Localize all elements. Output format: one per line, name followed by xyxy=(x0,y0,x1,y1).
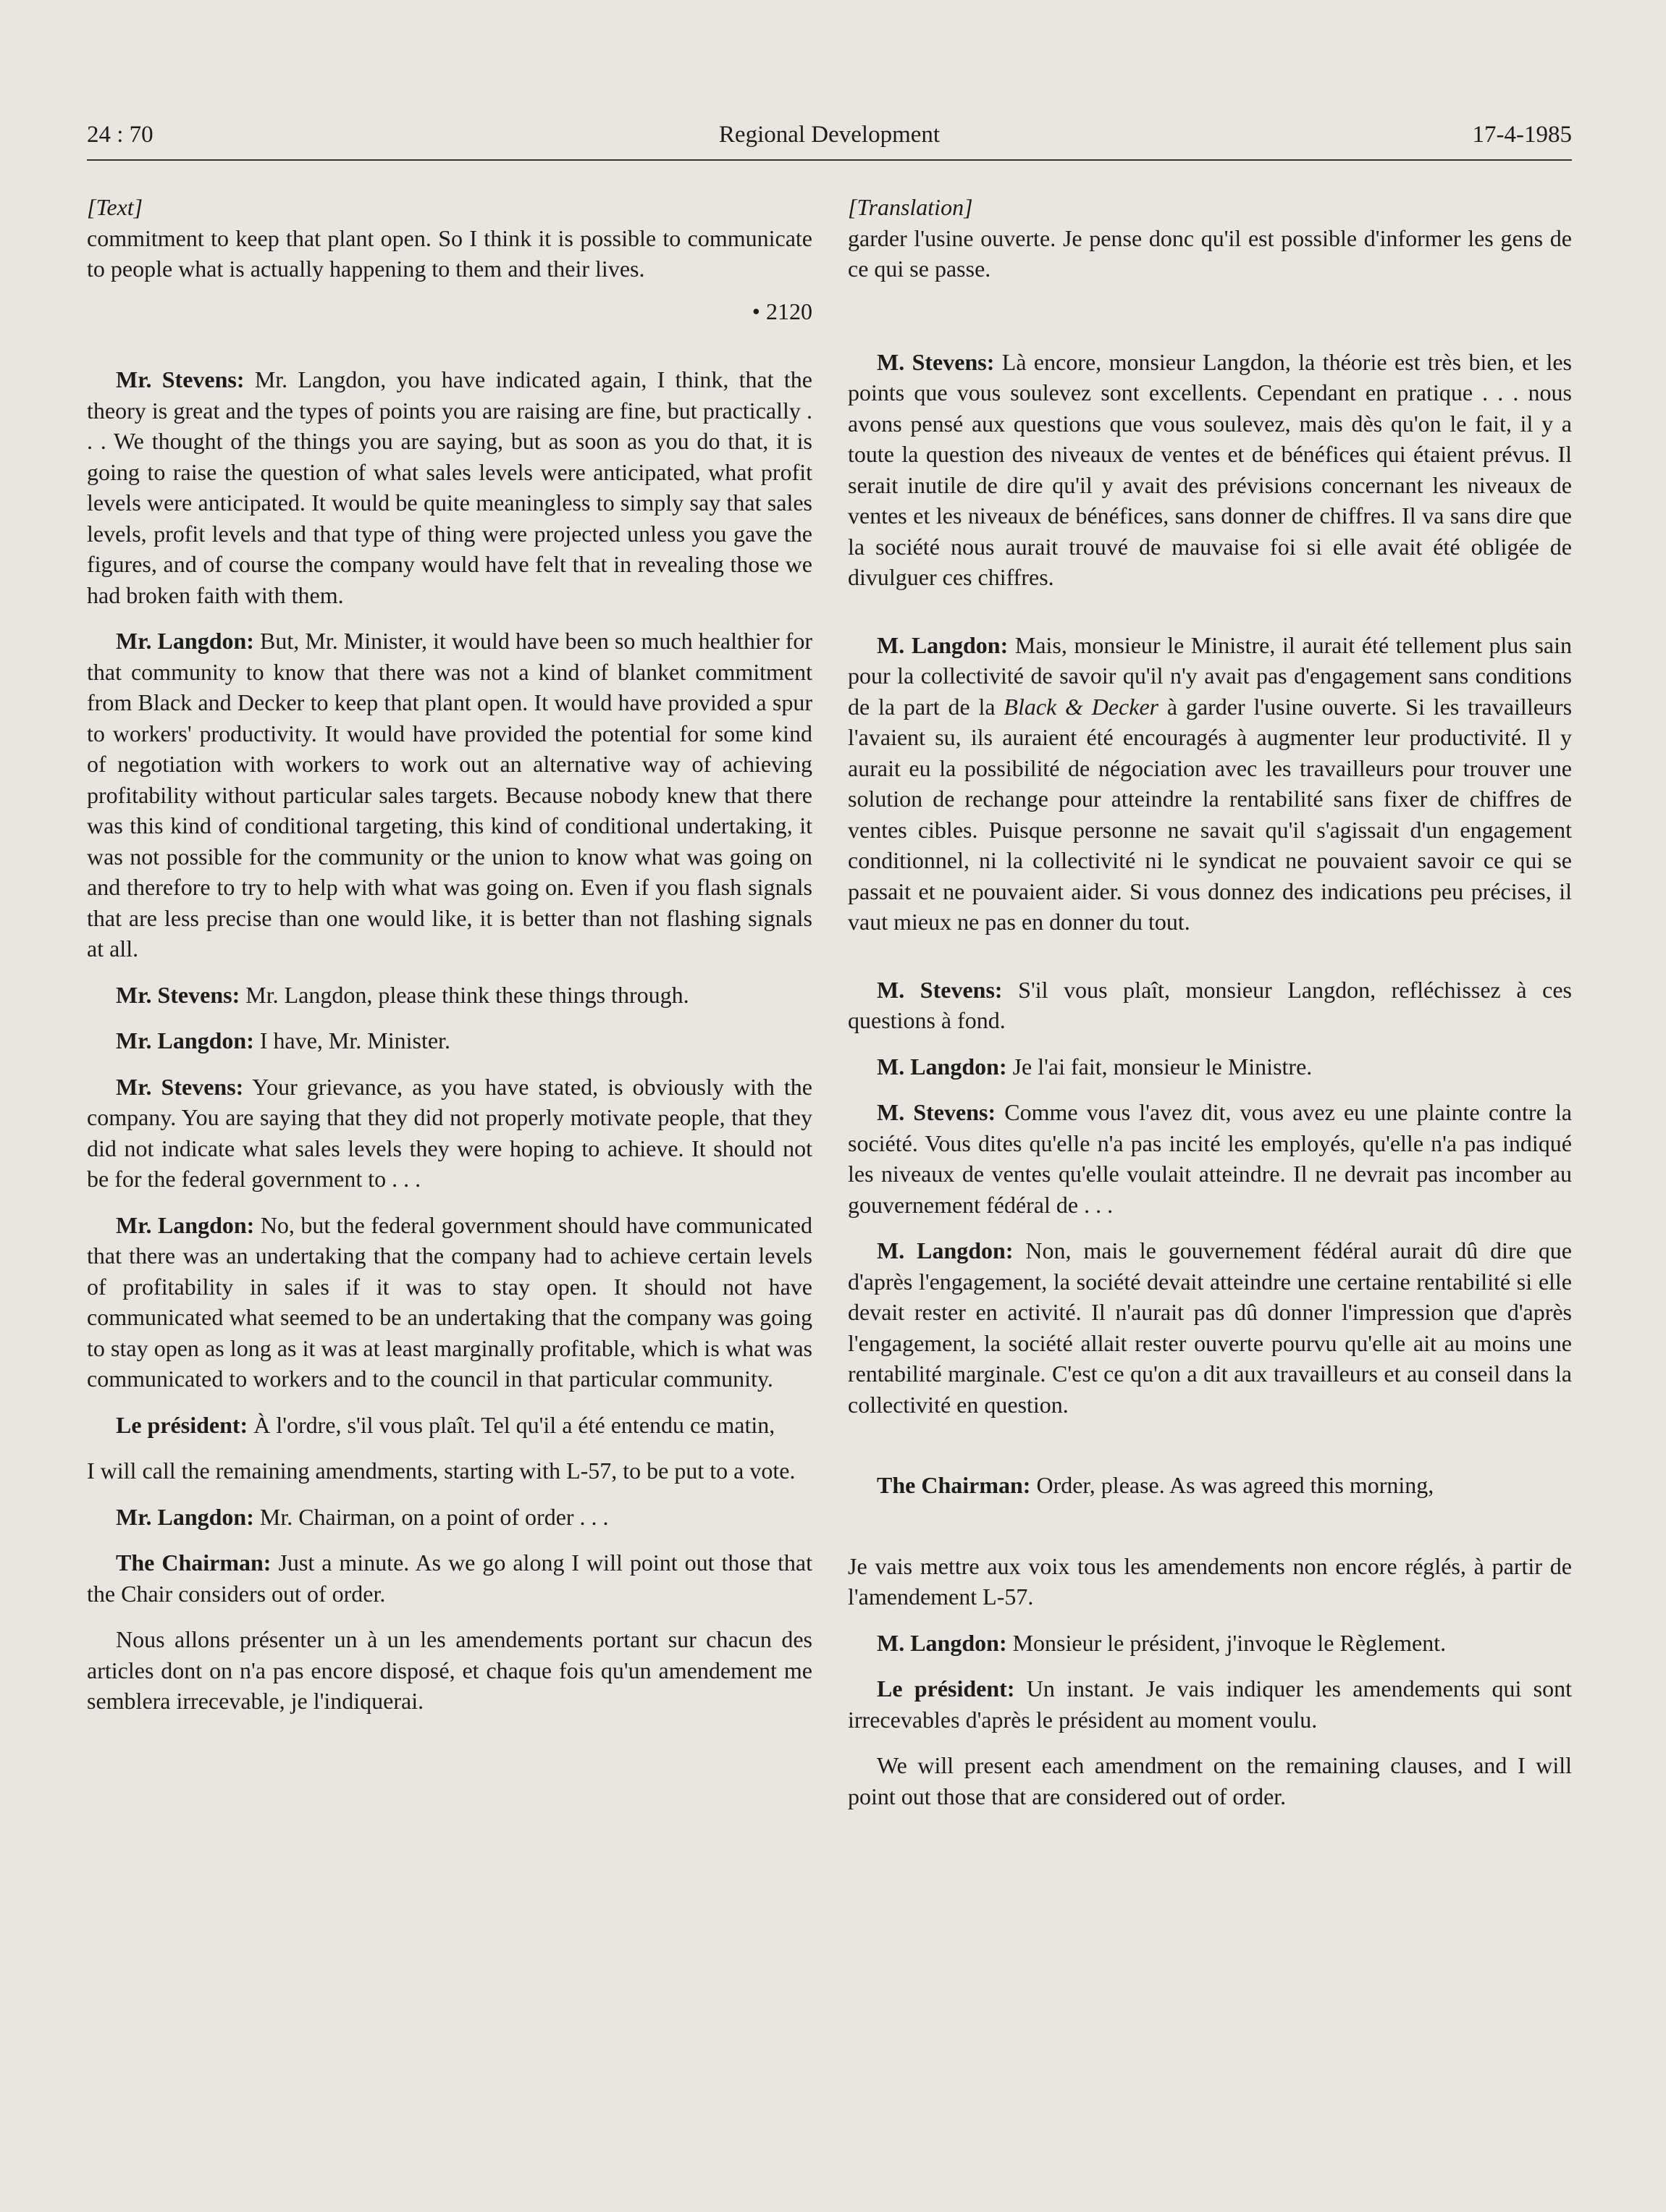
page-header xyxy=(87,122,1572,161)
page-number: 24 : 70 xyxy=(87,122,153,148)
column-label-text: [Text] xyxy=(87,194,143,220)
paragraph-amendments-call: I will call the remaining amendments, starting with L-57, to be put to a vote. xyxy=(87,1458,796,1484)
speaker-name: Mr. Langdon: xyxy=(116,1027,254,1054)
speaker-name: M. Langdon: xyxy=(877,1053,1007,1080)
speaker-name: Mr. Langdon: xyxy=(116,1211,255,1238)
paragraph-french-interjection: Nous allons présenter un à un les amendements portant sur chacun des articles dont on n'a pas encore disposé, et chaque fois qu'un amendement me semblera irrecevable, je l'indiquerai. xyxy=(87,1626,812,1714)
company-name: Black & Decker xyxy=(1004,693,1159,720)
paragraph-langdon-3: M. Langdon: Non, mais le gouvernement fédéral aurait dû dire que d'après l'engagement, la société devait atteindre une certaine rentabilité si elle devait rester en activité. Il n'aurait pas dû donner l'impression que d'après l'engagement, la société allait rester ouverte pourvu qu'elle ait au moins une rentabilité marginale. C'est ce qu'on a dit aux travailleurs et au conseil dans la collectivité en question. xyxy=(848,1237,1573,1418)
speaker-name: Le président: xyxy=(877,1675,1015,1702)
speaker-name: Mr. Stevens: xyxy=(116,981,240,1008)
paragraph-langdon-2: M. Langdon: Je l'ai fait, monsieur le Ministre. xyxy=(877,1053,1313,1080)
running-title: Regional Development xyxy=(718,122,941,148)
paragraph-langdon-1: M. Langdon: Mais, monsieur le Ministre, il aurait été tellement plus sain pour la collectivité de savoir qu'il n'y avait pas d'engagement sans conditions de la part de la Black & Decker à garder l'usine ouverte. Si les travailleurs l'avaient su, ils auraient été encouragés à augmenter leur productivité. Il y aurait eu la possibilité de négociation avec les travailleurs pour trouver une solution de rechange pour atteindre la rentabilité sans fixer de chiffres de ventes cibles. Puisque personne ne savait qu'il s'agissait d'un engagement conditionnel, ni la collectivité ni le syndicat ne pouvaient savoir ce qui se passait et ne pouvaient aider. Si vous donnez des indications peu précises, il vaut mieux ne pas en donner du tout. xyxy=(848,631,1573,935)
speaker-name: Mr. Langdon: xyxy=(116,1503,254,1530)
paragraph-continuation: commitment to keep that plant open. So I think it is possible to communicate to people what is actually happening to them and their lives. xyxy=(87,224,812,282)
paragraph-chairman-1: The Chairman: Order, please. As was agreed this morning, xyxy=(877,1472,1434,1498)
paragraph-president-1: Le président: Un instant. Je vais indiquer les amendements qui sont irrecevables d'après le président au moment voulu. xyxy=(848,1675,1573,1733)
paragraph-langdon-2: Mr. Langdon: I have, Mr. Minister. xyxy=(116,1027,450,1054)
paragraph-stevens-1: M. Stevens: Là encore, monsieur Langdon, la théorie est très bien, et les points que vous soulevez sont excellents. Cependant en pratique . . . nous avons pensé aux questions que vous soulevez, mais dès qu'on le fait, il y a toute la question des niveaux de ventes et de bénéfices qui étaient prévus. Il serait inutile de dire qu'il y avait des prévisions concernant les niveaux de ventes et les niveaux de bénéfices, sans donner de chiffres. Il va sans dire que la société nous aurait trouvé de mauvaise foi si elle avait été obligée de divulguer ces chiffres. xyxy=(848,348,1573,590)
french-column xyxy=(848,185,1572,1827)
english-column xyxy=(87,185,812,1732)
paragraph-stevens-3: M. Stevens: Comme vous l'avez dit, vous avez eu une plainte contre la société. Vous dites qu'elle n'a pas incité les employés, qu'elle n'a pas indiqué les niveaux de ventes qu'elle voulait atteindre. Il ne devrait pas incomber au gouvernement fédéral de . . . xyxy=(848,1099,1573,1218)
time-marker: • 2120 xyxy=(752,298,812,324)
speaker-name: M. Langdon: xyxy=(877,631,1009,658)
speaker-name: Mr. Stevens: xyxy=(116,366,245,392)
paragraph-stevens-1: Mr. Stevens: Mr. Langdon, you have indicated again, I think, that the theory is great and the types of points you are raising are fine, but practically . . . We thought of the things you are saying, but as soon as you do that, it is going to raise the question of what sales levels were anticipated, what profit levels were anticipated. It would be quite meaningless to simply say that sales levels, profit levels and that type of thing were projected unless you gave the figures, and of course the company would have felt that in revealing those we had broken faith with them. xyxy=(87,366,813,608)
paragraph-langdon-4: M. Langdon: Monsieur le président, j'invoque le Règlement. xyxy=(877,1629,1447,1656)
paragraph-stevens-3: Mr. Stevens: Your grievance, as you have stated, is obviously with the company. You are saying that they did not properly motivate people, that they did not indicate what sales levels they were hoping to achieve. It should not be for the federal government to . . . xyxy=(87,1073,813,1192)
paragraph-langdon-3: Mr. Langdon: No, but the federal government should have communicated that there was an undertaking that the company had to achieve certain levels of profitability in sales if it was to stay open. It should not have communicated what seemed to be an undertaking that the company was going to stay open as long as it was at least marginally profitable, which is what was communicated to workers and to the council in that particular community. xyxy=(87,1211,813,1392)
publication-date: 17-4-1985 xyxy=(1472,122,1572,148)
speaker-name: The Chairman: xyxy=(116,1549,272,1576)
paragraph-chairman-1: The Chairman: Just a minute. As we go along I will point out those that the Chair considers out of order. xyxy=(87,1549,813,1607)
speaker-name: Mr. Stevens: xyxy=(116,1073,244,1100)
speaker-name: M. Stevens: xyxy=(877,348,995,375)
paragraph-langdon-4: Mr. Langdon: Mr. Chairman, on a point of order . . . xyxy=(116,1503,609,1530)
speaker-name: The Chairman: xyxy=(877,1472,1031,1498)
speaker-name: M. Langdon: xyxy=(877,1629,1007,1656)
speaker-name: M. Stevens: xyxy=(877,976,1003,1003)
paragraph-stevens-2: M. Stevens: S'il vous plaît, monsieur Langdon, refléchissez à ces questions à fond. xyxy=(848,976,1573,1033)
paragraph-president-1: Le président: À l'ordre, s'il vous plaît. Tel qu'il a été entendu ce matin, xyxy=(116,1411,775,1438)
speaker-name: Mr. Langdon: xyxy=(116,628,254,654)
paragraph-amendments-call: Je vais mettre aux voix tous les amendements non encore réglés, à partir de l'amendement L-57. xyxy=(848,1552,1572,1610)
speaker-name: M. Stevens: xyxy=(877,1099,996,1125)
paragraph-english-interjection: We will present each amendment on the remaining clauses, and I will point out those that are considered out of order. xyxy=(848,1752,1572,1809)
paragraph-langdon-1: Mr. Langdon: But, Mr. Minister, it would have been so much healthier for that community to know that there was not a kind of blanket commitment from Black and Decker to keep that plant open. It would have provided a spur to workers' productivity. It would have provided the potential for some kind of negotiation with workers to work out an alternative way of achieving profitability without particular sales targets. Because nobody knew that there was this kind of conditional targeting, this kind of conditional undertaking, it was not possible for the community or the union to know what was going on and therefore to try to help with what was going on. Even if you flash signals that are less precise than one would like, it is better than not flashing signals at all. xyxy=(87,628,813,962)
speaker-name: Le président: xyxy=(116,1411,248,1438)
paragraph-stevens-2: Mr. Stevens: Mr. Langdon, please think these things through. xyxy=(116,981,689,1008)
paragraph-continuation: garder l'usine ouverte. Je pense donc qu'il est possible d'informer les gens de ce qui se passe. xyxy=(848,224,1572,282)
column-label-translation: [Translation] xyxy=(848,194,973,220)
speaker-name: M. Langdon: xyxy=(877,1237,1014,1263)
